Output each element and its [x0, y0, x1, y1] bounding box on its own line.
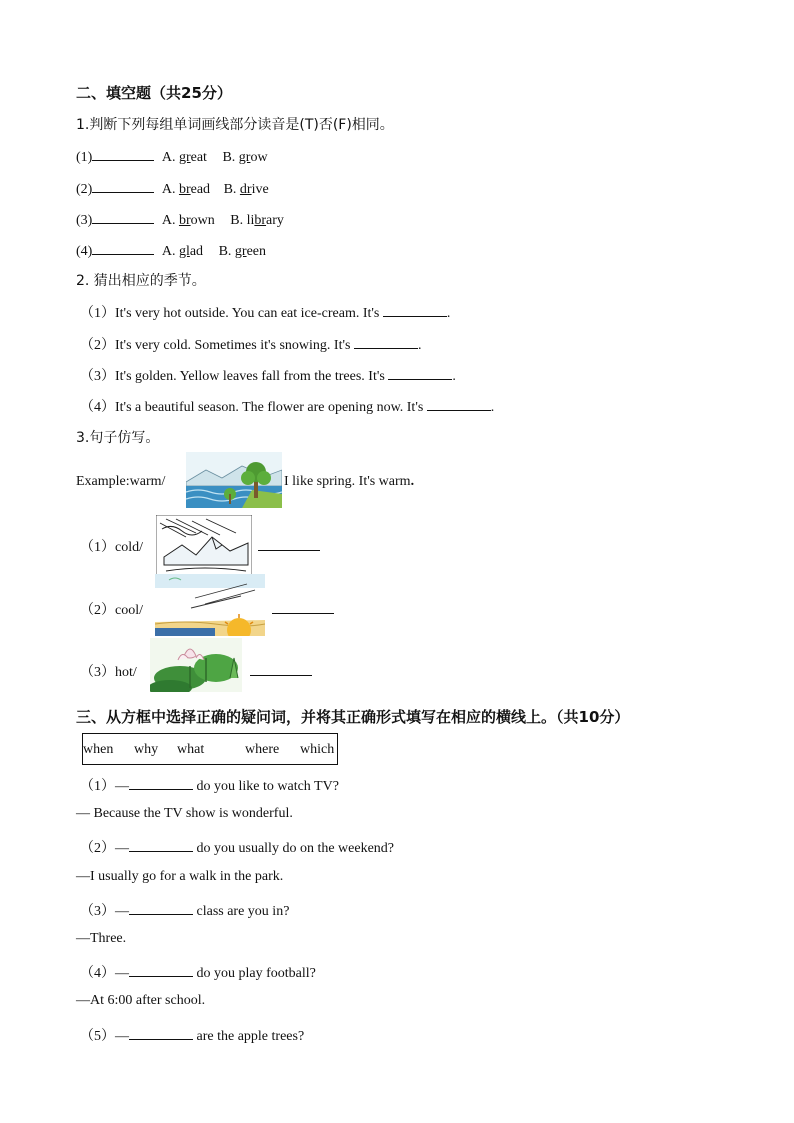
s3-question-1	[80, 775, 339, 795]
spring-tree-water-icon	[186, 452, 282, 508]
s3-answer-3: —Three.	[76, 931, 127, 946]
q3-example-label: Example:warm/	[76, 474, 166, 489]
word-why: why	[134, 742, 159, 757]
word-suffix: ad	[189, 244, 204, 259]
word-suffix: ary	[266, 213, 284, 228]
q1-item-4	[76, 240, 266, 260]
underlined-letters: br	[178, 213, 191, 228]
s3-item-num: （1）	[80, 779, 115, 794]
dash: —	[115, 779, 129, 794]
s3-answer-1: — Because the TV show is wonderful.	[76, 806, 293, 821]
dash: —	[115, 1029, 129, 1044]
answer-blank[interactable]	[92, 178, 154, 193]
q2-sentence: It's very hot outside. You can eat ice-cream. It's	[115, 306, 380, 321]
word-suffix: own	[190, 213, 215, 228]
q3-title: 3.句子仿写。	[76, 430, 160, 446]
q2-title: 2. 猜出相应的季节。	[76, 273, 206, 289]
q2-item-3	[80, 365, 456, 385]
q3-item-num: （3）	[80, 665, 115, 680]
option-b-label: B.	[218, 244, 232, 259]
q2-item-2	[80, 334, 421, 354]
option-a-label: A.	[161, 213, 176, 228]
q2-sentence: It's a beautiful season. The flower are opening now. It's	[115, 400, 424, 415]
underlined-letters: gr	[234, 244, 247, 259]
option-b-label: B.	[223, 182, 237, 197]
lotus-pond-icon	[150, 638, 242, 692]
word-suffix: ead	[190, 182, 211, 197]
option-a-label: A.	[161, 244, 176, 259]
q3-answer-1[interactable]	[258, 536, 320, 556]
word-suffix: een	[246, 244, 267, 259]
word-which: which	[300, 742, 335, 757]
q2-sentence: It's golden. Yellow leaves fall from the trees. It's	[115, 369, 385, 384]
q3-example-sentence	[284, 474, 414, 490]
answer-blank[interactable]	[129, 1025, 193, 1040]
q2-item-num: （1）	[80, 306, 115, 321]
answer-blank[interactable]	[272, 599, 334, 614]
answer-blank[interactable]	[427, 396, 491, 411]
s3-item-num: （5）	[80, 1029, 115, 1044]
answer-blank[interactable]	[129, 900, 193, 915]
answer-blank[interactable]	[92, 209, 154, 224]
dash: —	[115, 841, 129, 856]
question-text: do you play football?	[196, 966, 316, 981]
word-suffix: eat	[190, 150, 207, 165]
s3-item-num: （4）	[80, 966, 115, 981]
question-text: class are you in?	[196, 904, 290, 919]
q1-item-3	[76, 209, 284, 229]
period: .	[452, 369, 456, 384]
underlined-letters: gr	[178, 150, 191, 165]
q3-item-1	[80, 536, 143, 556]
answer-blank[interactable]	[388, 365, 452, 380]
word-prefix: li	[246, 213, 255, 228]
q3-answer-3[interactable]	[250, 661, 312, 681]
s3-question-3	[80, 900, 289, 920]
dash: —	[115, 904, 129, 919]
question-text: are the apple trees?	[196, 1029, 305, 1044]
option-a-label: A.	[161, 150, 176, 165]
option-a-label: A.	[161, 182, 176, 197]
s3-item-num: （3）	[80, 904, 115, 919]
option-b-label: B.	[222, 150, 236, 165]
s3-answer-4: —At 6:00 after school.	[76, 993, 206, 1008]
q2-item-4	[80, 396, 494, 416]
cold-wind-snow-icon	[156, 515, 252, 575]
period: .	[490, 400, 495, 415]
cool-wind-sun-icon	[155, 574, 265, 636]
period: .	[417, 338, 422, 353]
word-what: what	[177, 742, 205, 757]
underlined-letters: dr	[239, 182, 252, 197]
answer-blank[interactable]	[250, 661, 312, 676]
s3-question-4	[80, 962, 316, 982]
q3-item-num: （2）	[80, 603, 115, 618]
question-text: do you like to watch TV?	[196, 779, 339, 794]
q1-item-1	[76, 146, 268, 166]
answer-blank[interactable]	[129, 837, 193, 852]
underlined-letters: gl	[178, 244, 190, 259]
answer-blank[interactable]	[129, 962, 193, 977]
period: .	[446, 306, 451, 321]
q1-item-num: (4)	[76, 244, 93, 259]
q3-item-3	[80, 661, 137, 681]
q1-title: 1.判断下列每组单词画线部分读音是(T)否(F)相同。	[76, 117, 394, 133]
s3-question-5	[80, 1025, 304, 1045]
q1-item-num: (2)	[76, 182, 93, 197]
word-box	[82, 733, 338, 765]
s3-item-num: （2）	[80, 841, 115, 856]
word-when: when	[83, 742, 114, 757]
underlined-letters: br	[178, 182, 191, 197]
q3-item-2	[80, 599, 143, 619]
example-sentence: I like spring. It's warm	[284, 474, 411, 489]
underlined-letters: gr	[238, 150, 251, 165]
section3-title: 三、从方框中选择正确的疑问词，并将其正确形式填写在相应的横线上。（共10分）	[76, 708, 630, 726]
s3-answer-2: —I usually go for a walk in the park.	[76, 869, 284, 884]
question-text: do you usually do on the weekend?	[196, 841, 395, 856]
q3-word: cool/	[115, 603, 143, 618]
q2-sentence: It's very cold. Sometimes it's snowing. It's	[115, 338, 351, 353]
s3-question-2	[80, 837, 394, 857]
answer-blank[interactable]	[383, 302, 447, 317]
q2-item-num: （3）	[80, 369, 115, 384]
dash: —	[115, 966, 129, 981]
word-suffix: ow	[250, 150, 268, 165]
q1-item-2	[76, 178, 269, 198]
answer-blank[interactable]	[92, 146, 154, 161]
word-suffix: ive	[251, 182, 269, 197]
q1-item-num: (3)	[76, 213, 93, 228]
word-where: where	[245, 742, 280, 757]
q3-word: cold/	[115, 540, 143, 555]
answer-blank[interactable]	[92, 240, 154, 255]
q1-item-num: (1)	[76, 150, 93, 165]
q3-word: hot/	[115, 665, 137, 680]
q2-item-num: （2）	[80, 338, 115, 353]
answer-blank[interactable]	[258, 536, 320, 551]
option-b-label: B.	[230, 213, 244, 228]
q2-item-1	[80, 302, 450, 322]
answer-blank[interactable]	[129, 775, 193, 790]
q2-item-num: （4）	[80, 400, 115, 415]
period: .	[410, 474, 415, 489]
underlined-letters: br	[254, 213, 267, 228]
section2-title: 二、填空题（共25分）	[76, 84, 232, 102]
q3-item-num: （1）	[80, 540, 115, 555]
q3-answer-2[interactable]	[272, 599, 334, 619]
answer-blank[interactable]	[354, 334, 418, 349]
